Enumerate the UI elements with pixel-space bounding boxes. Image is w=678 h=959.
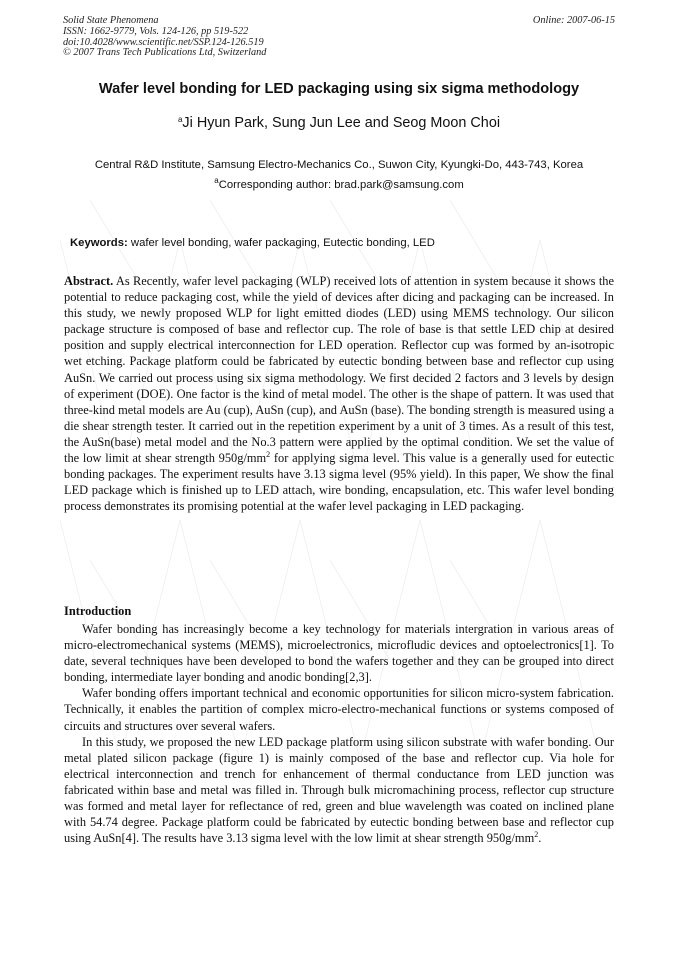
abstract-label: Abstract. [64,274,114,288]
intro-p3-text-2: . [538,831,542,846]
keywords-text: wafer level bonding, wafer packaging, Eutectic bonding, LED [127,237,435,249]
affiliation: Central R&D Institute, Samsung Electro-Mechanics Co., Suwon City, Kyungki-Do, 443-743, Korea [94,159,584,171]
introduction-heading: Introduction [64,604,132,618]
intro-p3-text-1: In this study, we proposed the new LED package platform using silicon substrate with wafer bonding. Our metal plated silicon package (figure 1) is mainly composed of the base and reflector cup. Via hole for electrical interconnection and trench for enhancement of thermal conductance from LED junction was fabricated within base and metal was filled in. Through bulk micromachining process, reflector cup structure was formed and metal layer for reflectance of red, green and blue wavelength was coated on inclined plane with 54.74 degree. Package platform could be fabricated by eutectic bonding between base and reflector cup using AuSn[4]. The results have 3.13 sigma level with the low limit at shear strength 950g/mm [64,734,614,846]
abstract [64,273,614,514]
intro-p3-superscript: 2 [534,830,539,840]
introduction-body [64,621,614,846]
copyright-line: © 2007 Trans Tech Publications Ltd, Switzerland [63,47,267,59]
corresponding-author [30,176,648,191]
doi-line: doi:10.4028/www.scientific.net/SSP.124-126.519 [63,36,264,48]
issn-line: ISSN: 1662-9779, Vols. 124-126, pp 519-522 [63,25,249,37]
keywords-label: Keywords: [70,237,128,249]
journal-name: Solid State Phenomena [63,15,159,26]
corresponding-superscript: a [214,176,219,185]
author-superscript: a [177,115,183,124]
abstract-text-2: for applying sigma level. This value is a generally used for eutectic bonding packages. The experiment results have 3.13 sigma level (95% yield). In this paper, We show the final LED package which is finished up to LED attach, wire bonding, encapsulation, etc. This wafer level bonding process demonstrates its promising potential at the wafer level packaging in LED packaging. [64,451,614,514]
author-names: Ji Hyun Park, Sung Jun Lee and Seog Moon Choi [182,115,501,131]
abstract-text-1: As Recently, wafer level packaging (WLP) received lots of attention in system because it shows the potential to reduce packaging cost, while the yield of devices after dicing and packaging can be increased. In this study, we newly proposed WLP for light emitted diodes (LED) using MEMS technology. Our silicon package structure is composed of base and reflector cup. The role of base is that settle LED chip at desired position and supply electrical interconnection for LED operation. Reflector cup was formed by an-isotropic wet etching. Package platform could be fabricated by eutectic bonding between base and reflector cup using AuSn. We carried out process using six sigma methodology. We first decided 2 factors and 3 levels by design of experiment (DOE). One factor is the kind of metal model. The other is the shape of pattern. It was used that three-kind metal models are Au (cup), AuSn (cup), and AuSn (base). The bonding strength is measured using a die shear strength tester. It carried out in the repetition experiment by a unit of 3 times. As a result of this test, the AuSn(base) metal model and the No.3 pattern were applied by the optimal condition. We set the value of the low limit at shear strength 950g/mm [64,274,614,466]
paper-title: Wafer level bonding for LED packaging using six sigma methodology [98,81,580,97]
intro-paragraph-3 [64,734,614,847]
journal-header [63,16,266,59]
online-date: Online: 2007-06-15 [532,15,615,26]
intro-paragraph-1: Wafer bonding has increasingly become a key technology for materials intergration in various areas of micro-electromechanical systems (MEMS), microelectronics, microfludic devices and optoelectronics[1]. To date, several techniques have been developed to bond the wafers together and they can be grouped into direct bonding, intermediate layer bonding and anodic bonding[2,3]. [64,622,614,685]
author-list [30,115,648,131]
keywords [70,237,630,249]
abstract-superscript: 2 [266,450,271,460]
intro-paragraph-2: Wafer bonding offers important technical and economic opportunities for silicon micro-system fabrication. Technically, it enables the partition of complex micro-electro-mechanical functions or systems composed of circuits and structures over several wafers. [64,686,614,733]
corresponding-text: Corresponding author: brad.park@samsung.com [218,179,464,191]
